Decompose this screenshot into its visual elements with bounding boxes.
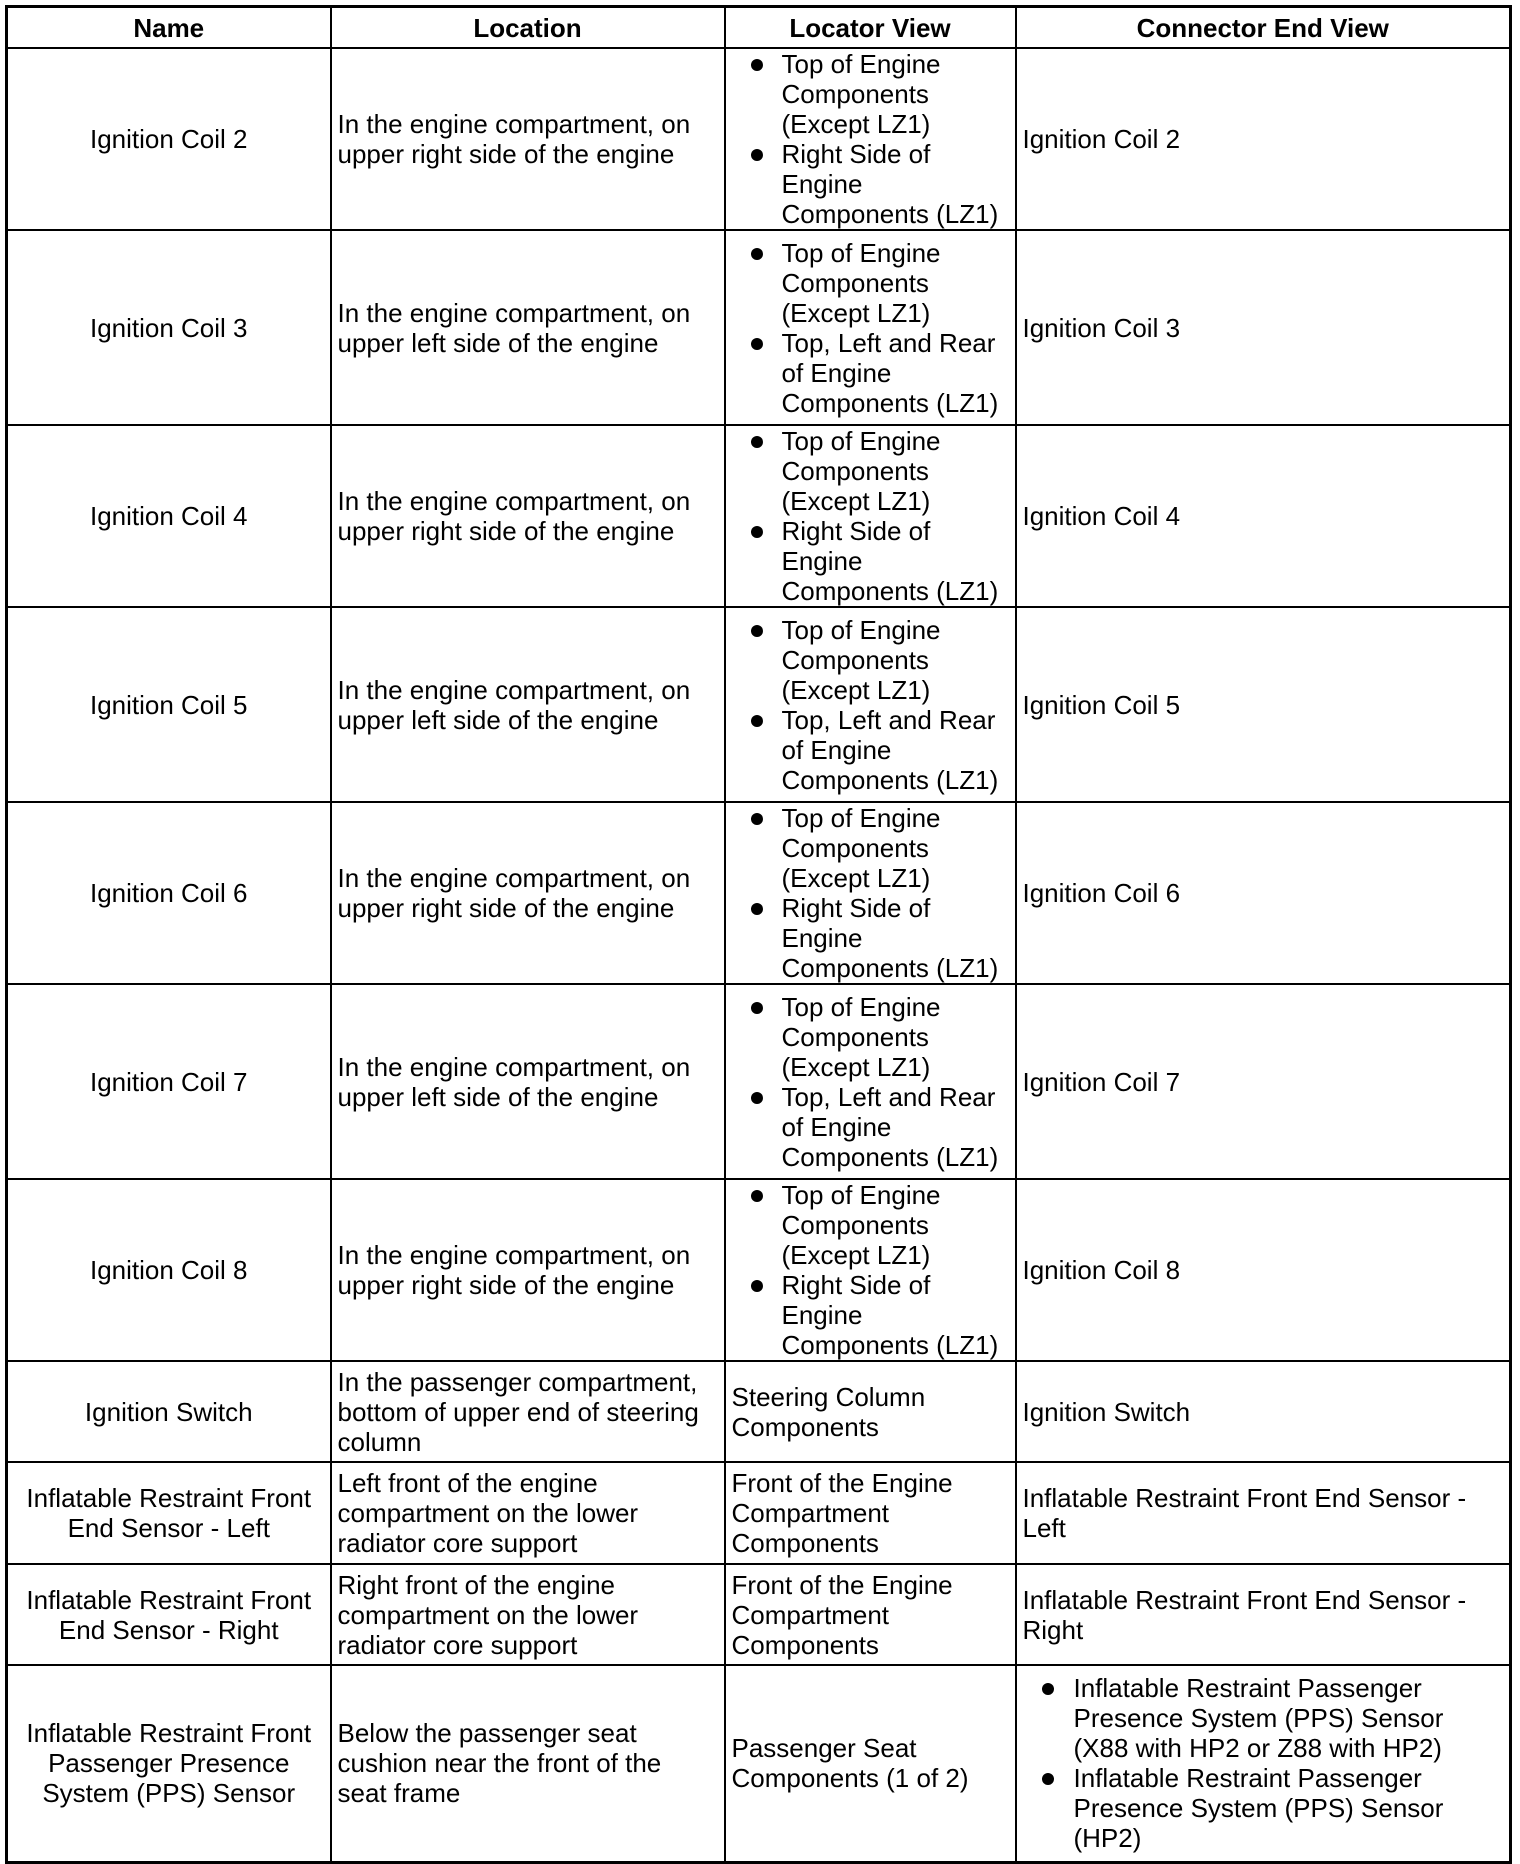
cell-location: In the engine compartment, on upper right side of the engine	[331, 802, 725, 984]
locator-view-item: Right Side of Engine Components (LZ1)	[732, 893, 1009, 983]
cell-connector-end-view	[1016, 984, 1511, 1179]
cell-location: In the engine compartment, on upper left side of the engine	[331, 984, 725, 1179]
header-connector-end-view: Connector End View	[1016, 7, 1511, 49]
table-row	[7, 48, 1511, 230]
header-location: Location	[331, 7, 725, 49]
cell-location: In the passenger compartment, bottom of upper end of steering column	[331, 1361, 725, 1462]
connector-view-item: Ignition Coil 7	[1022, 1066, 1181, 1097]
cell-connector-end-view-list	[1023, 1673, 1504, 1853]
cell-location: In the engine compartment, on upper right side of the engine	[331, 48, 725, 230]
locator-view-item: Top of Engine Components (Except LZ1)	[732, 238, 1009, 328]
cell-locator-view-list	[732, 992, 1009, 1172]
connector-view-item: Inflatable Restraint Front End Sensor - Left	[1022, 1483, 1467, 1543]
locator-view-item: Front of the Engine Compartment Components	[731, 1569, 953, 1660]
cell-locator-view-list	[732, 238, 1009, 418]
cell-locator-view	[725, 1564, 1016, 1665]
cell-connector-end-view	[1016, 802, 1511, 984]
cell-connector-end-view	[1016, 48, 1511, 230]
cell-name: Ignition Coil 7	[7, 984, 331, 1179]
table-row	[7, 425, 1511, 607]
cell-connector-end-view	[1016, 425, 1511, 607]
locator-view-item: Steering Column Components	[731, 1381, 926, 1442]
locator-view-item: Top, Left and Rear of Engine Components (LZ1)	[732, 705, 1009, 795]
cell-connector-end-view	[1016, 1665, 1511, 1862]
cell-connector-end-view	[1016, 1361, 1511, 1462]
cell-locator-view	[725, 1665, 1016, 1862]
cell-connector-end-view	[1016, 1462, 1511, 1564]
table-row	[7, 1564, 1511, 1665]
locator-view-item: Top of Engine Components (Except LZ1)	[732, 1180, 1009, 1270]
locator-view-item: Top, Left and Rear of Engine Components (LZ1)	[732, 328, 1009, 418]
cell-name: Ignition Switch	[7, 1361, 331, 1462]
connector-view-item: Ignition Coil 3	[1022, 312, 1181, 343]
locator-view-item: Right Side of Engine Components (LZ1)	[732, 139, 1009, 229]
table-row	[7, 802, 1511, 984]
connector-view-item: Ignition Coil 2	[1022, 124, 1181, 154]
header-name: Name	[7, 7, 331, 49]
cell-locator-view-list	[732, 49, 1009, 229]
locator-view-item: Top of Engine Components (Except LZ1)	[732, 803, 1009, 893]
cell-name: Ignition Coil 6	[7, 802, 331, 984]
cell-locator-view	[725, 425, 1016, 607]
locator-view-item: Passenger Seat Components (1 of 2)	[731, 1733, 969, 1794]
cell-name: Ignition Coil 4	[7, 425, 331, 607]
locator-view-item: Right Side of Engine Components (LZ1)	[732, 1270, 1009, 1360]
cell-name: Inflatable Restraint Front Passenger Presence System (PPS) Sensor	[7, 1665, 331, 1862]
cell-location: In the engine compartment, on upper left side of the engine	[331, 607, 725, 802]
cell-name: Ignition Coil 8	[7, 1179, 331, 1361]
locator-view-item: Top of Engine Components (Except LZ1)	[732, 615, 1009, 705]
table-row	[7, 984, 1511, 1179]
cell-location: Right front of the engine compartment on the lower radiator core support	[331, 1564, 725, 1665]
locator-view-item: Top, Left and Rear of Engine Components (LZ1)	[732, 1082, 1009, 1172]
cell-locator-view	[725, 607, 1016, 802]
table-row	[7, 1462, 1511, 1564]
connector-view-item: Ignition Switch	[1022, 1396, 1191, 1427]
locator-view-item: Top of Engine Components (Except LZ1)	[732, 992, 1009, 1082]
table-row	[7, 230, 1511, 425]
cell-name: Ignition Coil 5	[7, 607, 331, 802]
cell-locator-view-list	[732, 615, 1009, 795]
cell-name: Inflatable Restraint Front End Sensor - Left	[7, 1462, 331, 1564]
table-row	[7, 1361, 1511, 1462]
cell-locator-view	[725, 1462, 1016, 1564]
header-row	[7, 7, 1511, 49]
connector-location-table	[5, 5, 1512, 1864]
cell-name: Inflatable Restraint Front End Sensor - Right	[7, 1564, 331, 1665]
cell-locator-view	[725, 1179, 1016, 1361]
locator-view-item: Front of the Engine Compartment Components	[731, 1468, 953, 1558]
cell-locator-view	[725, 230, 1016, 425]
cell-locator-view	[725, 984, 1016, 1179]
cell-connector-end-view	[1016, 230, 1511, 425]
cell-locator-view	[725, 48, 1016, 230]
locator-view-item: Right Side of Engine Components (LZ1)	[732, 516, 1009, 606]
cell-location: In the engine compartment, on upper right side of the engine	[331, 425, 725, 607]
cell-connector-end-view	[1016, 1564, 1511, 1665]
cell-name: Ignition Coil 3	[7, 230, 331, 425]
table-row	[7, 1665, 1511, 1862]
cell-name: Ignition Coil 2	[7, 48, 331, 230]
connector-view-item: Ignition Coil 8	[1022, 1255, 1181, 1285]
cell-locator-view-list	[732, 1180, 1009, 1360]
header-locator-view: Locator View	[725, 7, 1016, 49]
cell-locator-view	[725, 802, 1016, 984]
cell-locator-view-list	[732, 426, 1009, 606]
locator-view-item: Top of Engine Components (Except LZ1)	[732, 49, 1009, 139]
table-row	[7, 607, 1511, 802]
cell-locator-view-list	[732, 803, 1009, 983]
cell-location: Below the passenger seat cushion near the front of the seat frame	[331, 1665, 725, 1862]
cell-connector-end-view	[1016, 607, 1511, 802]
cell-location: In the engine compartment, on upper left side of the engine	[331, 230, 725, 425]
table-row	[7, 1179, 1511, 1361]
cell-connector-end-view	[1016, 1179, 1511, 1361]
cell-location: In the engine compartment, on upper right side of the engine	[331, 1179, 725, 1361]
connector-view-item: Inflatable Restraint Passenger Presence System (PPS) Sensor (HP2)	[1023, 1763, 1504, 1853]
connector-view-item: Ignition Coil 5	[1022, 689, 1181, 720]
cell-location: Left front of the engine compartment on the lower radiator core support	[331, 1462, 725, 1564]
connector-view-item: Inflatable Restraint Front End Sensor - Right	[1022, 1584, 1467, 1645]
locator-view-item: Top of Engine Components (Except LZ1)	[732, 426, 1009, 516]
cell-locator-view	[725, 1361, 1016, 1462]
connector-view-item: Ignition Coil 4	[1022, 501, 1181, 531]
connector-view-item: Ignition Coil 6	[1022, 878, 1181, 908]
connector-view-item: Inflatable Restraint Passenger Presence System (PPS) Sensor (X88 with HP2 or Z88 with HP2)	[1023, 1673, 1504, 1763]
